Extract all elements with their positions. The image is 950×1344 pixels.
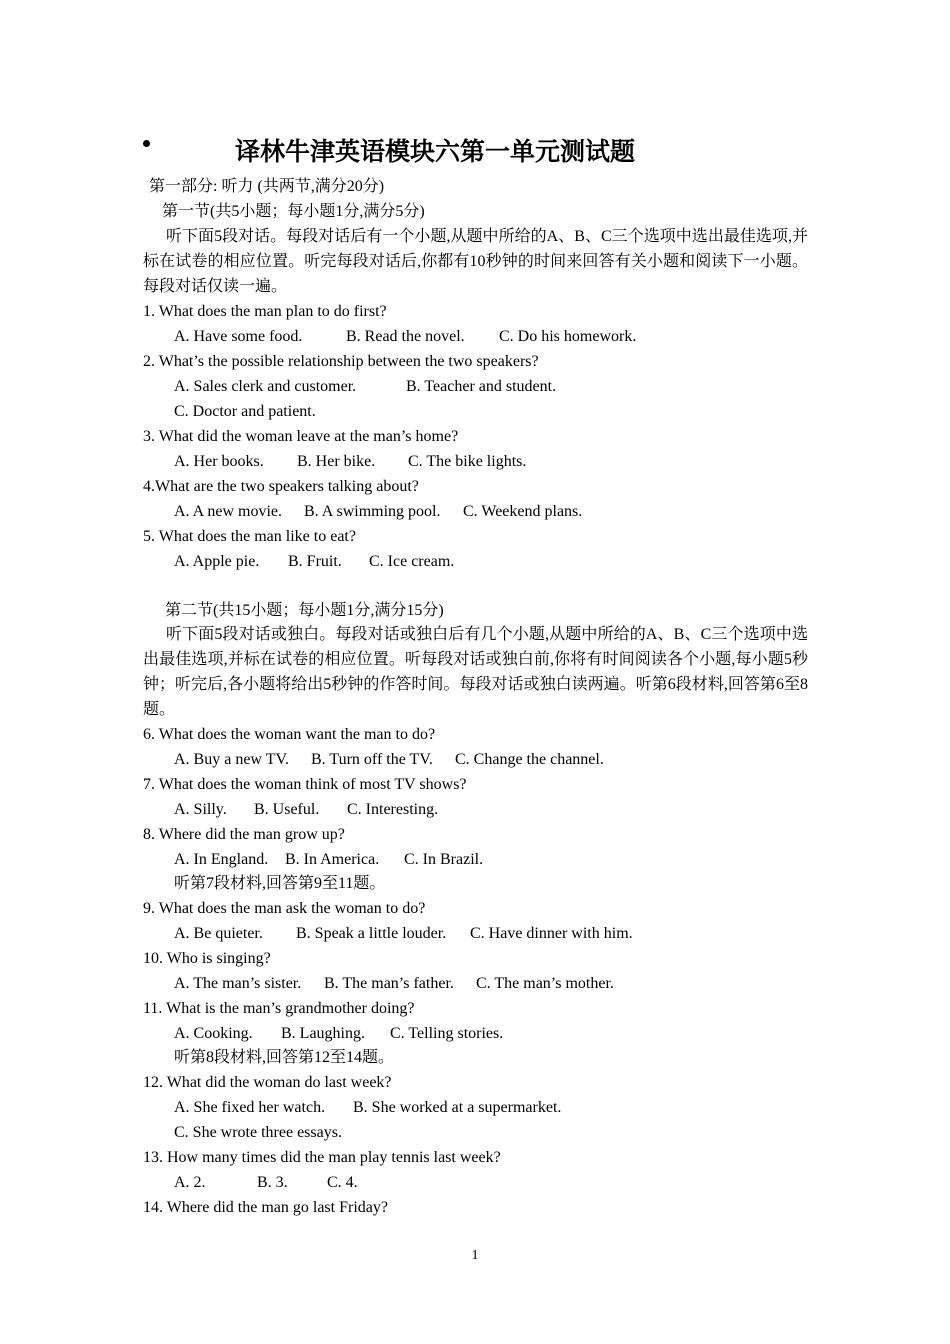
question-8-stem: 8. Where did the man grow up? [143,826,345,843]
part1-heading: 第一部分: 听力 (共两节,满分20分) [149,178,385,195]
option-b: B. Speak a little louder. [296,925,447,942]
option-b: B. She worked at a supermarket. [353,1099,562,1116]
option-c: C. Have dinner with him. [470,925,633,942]
question-13-stem: 13. How many times did the man play tennis last week? [143,1149,501,1166]
option-b: B. 3. [257,1174,288,1191]
option-b: B. In America. [285,851,380,868]
option-c: C. Change the channel. [455,751,604,768]
option-c: C. 4. [327,1174,358,1191]
section2-instructions: 听下面5段对话或独白。每段对话或独白后有几个小题,从题中所给的A、B、C三个选项中选出最佳选项,并标在试卷的相应位置。听每段对话或独白前,你将有时间阅读各个小题,每小题5秒钟；听完后,各小题将给出5秒钟的作答时间。每段对话或独白读两遍。听第6段材料,回答第6至8题。 [143,626,808,718]
option-a: A. Be quieter. [174,925,263,942]
option-b: B. Laughing. [281,1025,365,1042]
option-b: B. A swimming pool. [304,503,441,520]
option-c: C. Do his homework. [499,328,637,345]
option-b: B. Her bike. [297,453,376,470]
question-1-stem: 1. What does the man plan to do first? [143,303,387,320]
title-row [143,132,823,168]
page-number: 1 [471,1248,479,1263]
material-7-note: 听第7段材料,回答第9至11题。 [174,875,386,892]
option-c: C. The man’s mother. [476,975,614,992]
bullet-icon [143,140,150,147]
option-b: B. Read the novel. [346,328,465,345]
option-a: A. The man’s sister. [174,975,302,992]
question-7-stem: 7. What does the woman think of most TV shows? [143,776,467,793]
option-a: A. 2. [174,1174,206,1191]
option-c: C. Telling stories. [390,1025,504,1042]
question-3-stem: 3. What did the woman leave at the man’s home? [143,428,459,445]
question-2-stem: 2. What’s the possible relationship between the two speakers? [143,353,539,370]
option-c: C. Weekend plans. [463,503,583,520]
option-a: A. Silly. [174,801,227,818]
section1-heading: 第一节(共5小题；每小题1分,满分5分) [162,203,425,220]
question-5-stem: 5. What does the man like to eat? [143,528,356,545]
option-b: B. Turn off the TV. [311,751,433,768]
option-c: C. Doctor and patient. [174,403,316,420]
option-b: B. Fruit. [288,553,342,570]
question-14-stem: 14. Where did the man go last Friday? [143,1199,388,1216]
option-a: A. A new movie. [174,503,282,520]
question-12-stem: 12. What did the woman do last week? [143,1074,392,1091]
option-a: A. Cooking. [174,1025,253,1042]
option-b: B. The man’s father. [324,975,454,992]
question-10-stem: 10. Who is singing? [143,950,271,967]
option-c: C. The bike lights. [408,453,527,470]
option-a: A. Apple pie. [174,553,260,570]
option-a: A. In England. [174,851,269,868]
option-a: A. Her books. [174,453,264,470]
section2-heading: 第二节(共15小题；每小题1分,满分15分) [165,602,444,619]
option-b: B. Teacher and student. [406,378,557,395]
question-11-stem: 11. What is the man’s grandmother doing? [143,1000,415,1017]
option-c: C. Interesting. [347,801,439,818]
option-c: C. She wrote three essays. [174,1124,342,1141]
option-a: A. Buy a new TV. [174,751,289,768]
material-8-note: 听第8段材料,回答第12至14题。 [174,1049,395,1066]
question-6-stem: 6. What does the woman want the man to do? [143,726,436,743]
question-9-stem: 9. What does the man ask the woman to do? [143,900,426,917]
option-c: C. In Brazil. [404,851,484,868]
option-a: A. Have some food. [174,328,303,345]
question-4-stem: 4.What are the two speakers talking about? [143,478,419,495]
section1-instructions: 听下面5段对话。每段对话后有一个小题,从题中所给的A、B、C三个选项中选出最佳选项,并标在试卷的相应位置。听完每段对话后,你都有10秒钟的时间来回答有关小题和阅读下一小题。每段对话仅读一遍。 [143,228,808,295]
document-title: 译林牛津英语模块六第一单元测试题 [235,137,636,166]
option-c: C. Ice cream. [369,553,455,570]
option-b: B. Useful. [254,801,320,818]
option-a: A. She fixed her watch. [174,1099,326,1116]
option-a: A. Sales clerk and customer. [174,378,357,395]
